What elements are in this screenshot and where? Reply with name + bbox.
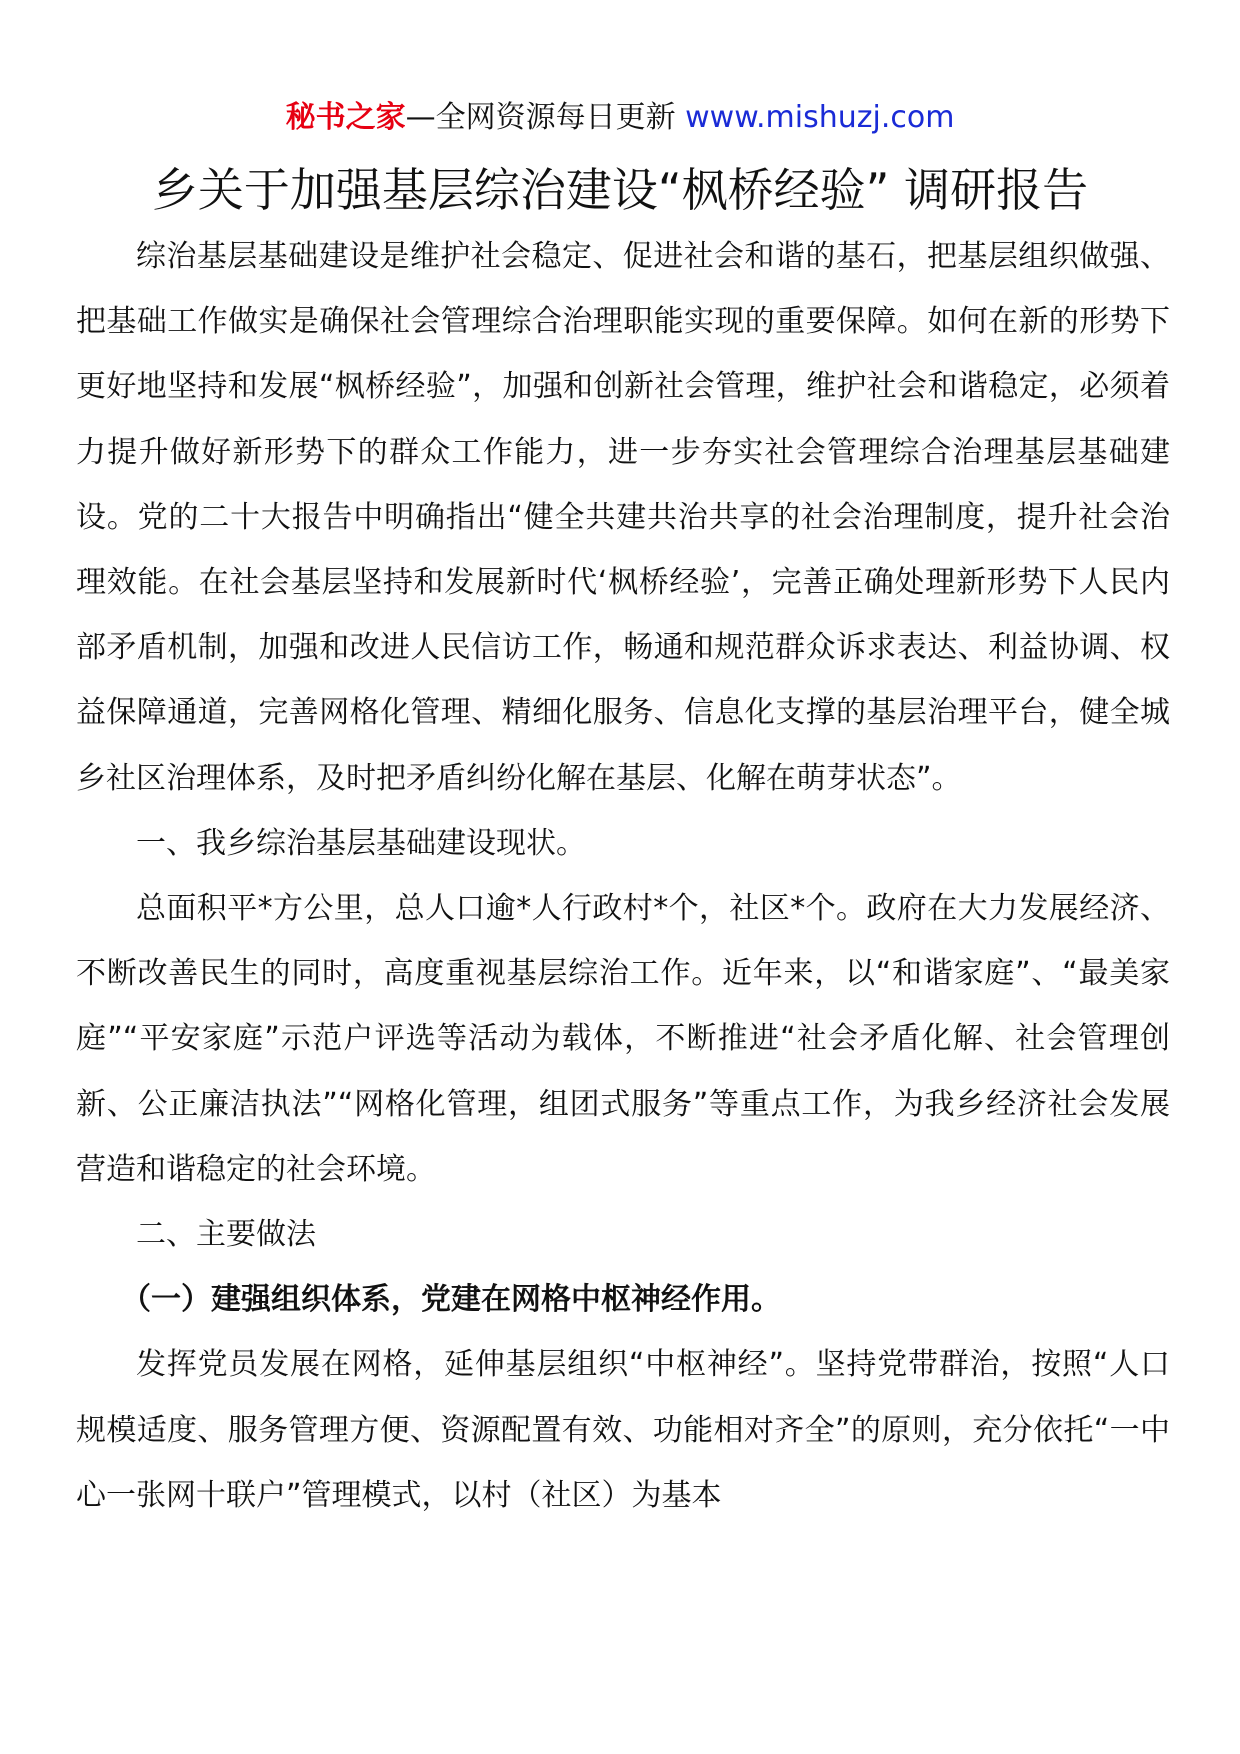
intro-paragraph: 综治基层基础建设是维护社会稳定、促进社会和谐的基石，把基层组织做强、把基础工作做实是确保社会管理综合治理职能实现的重要保障。如何在新的形势下更好地坚持和发展“枫桥经验”，加强和创新社会管理，维护社会和谐稳定，必须着力提升做好新形势下的群众工作能力，进一步夯实社会管理综合治理基层基础建设。党的二十大报告中明确指出“健全共建共治共享的社会治理制度，提升社会治理效能。在社会基层坚持和发展新时代‘枫桥经验’，完善正确处理新形势下人民内部矛盾机制，加强和改进人民信访工作，畅通和规范群众诉求表达、利益协调、权益保障通道，完善网格化管理、精细化服务、信息化支撑的基层治理平台，健全城乡社区治理体系，及时把矛盾纠纷化解在基层、化解在萌芽状态”。 — [76, 239, 1170, 796]
section-heading-1: 一、我乡综治基层基础建设现状。 — [136, 825, 586, 861]
site-header — [0, 98, 1240, 138]
method-paragraph: 发挥党员发展在网格，延伸基层组织“中枢神经”。坚持党带群治，按照“人口规模适度、服务管理方便、资源配置有效、功能相对齐全”的原则，充分依托“一中心一张网十联户”管理模式，以村（社区）为基本 — [76, 1347, 1170, 1513]
status-paragraph: 总面积平*方公里，总人口逾*人行政村*个，社区*个。政府在大力发展经济、不断改善民生的同时，高度重视基层综治工作。近年来，以“和谐家庭”、“最美家庭”“平安家庭”示范户评选等活动为载体，不断推进“社会矛盾化解、社会管理创新、公正廉洁执法”“网格化管理，组团式服务”等重点工作，为我乡经济社会发展营造和谐稳定的社会环境。 — [76, 891, 1170, 1187]
brand-name: 秘书之家 — [285, 100, 406, 135]
document-title: 乡关于加强基层综治建设“枫桥经验” 调研报告 — [151, 163, 1089, 217]
document-body — [76, 224, 1170, 1528]
site-url-link[interactable]: www.mishuzj.com — [685, 100, 955, 135]
sub-heading-1: （一）建强组织体系，党建在网格中枢神经作用。 — [121, 1282, 781, 1318]
header-slogan: —全网资源每日更新 — [405, 100, 686, 135]
section-heading-2: 二、主要做法 — [136, 1217, 316, 1253]
